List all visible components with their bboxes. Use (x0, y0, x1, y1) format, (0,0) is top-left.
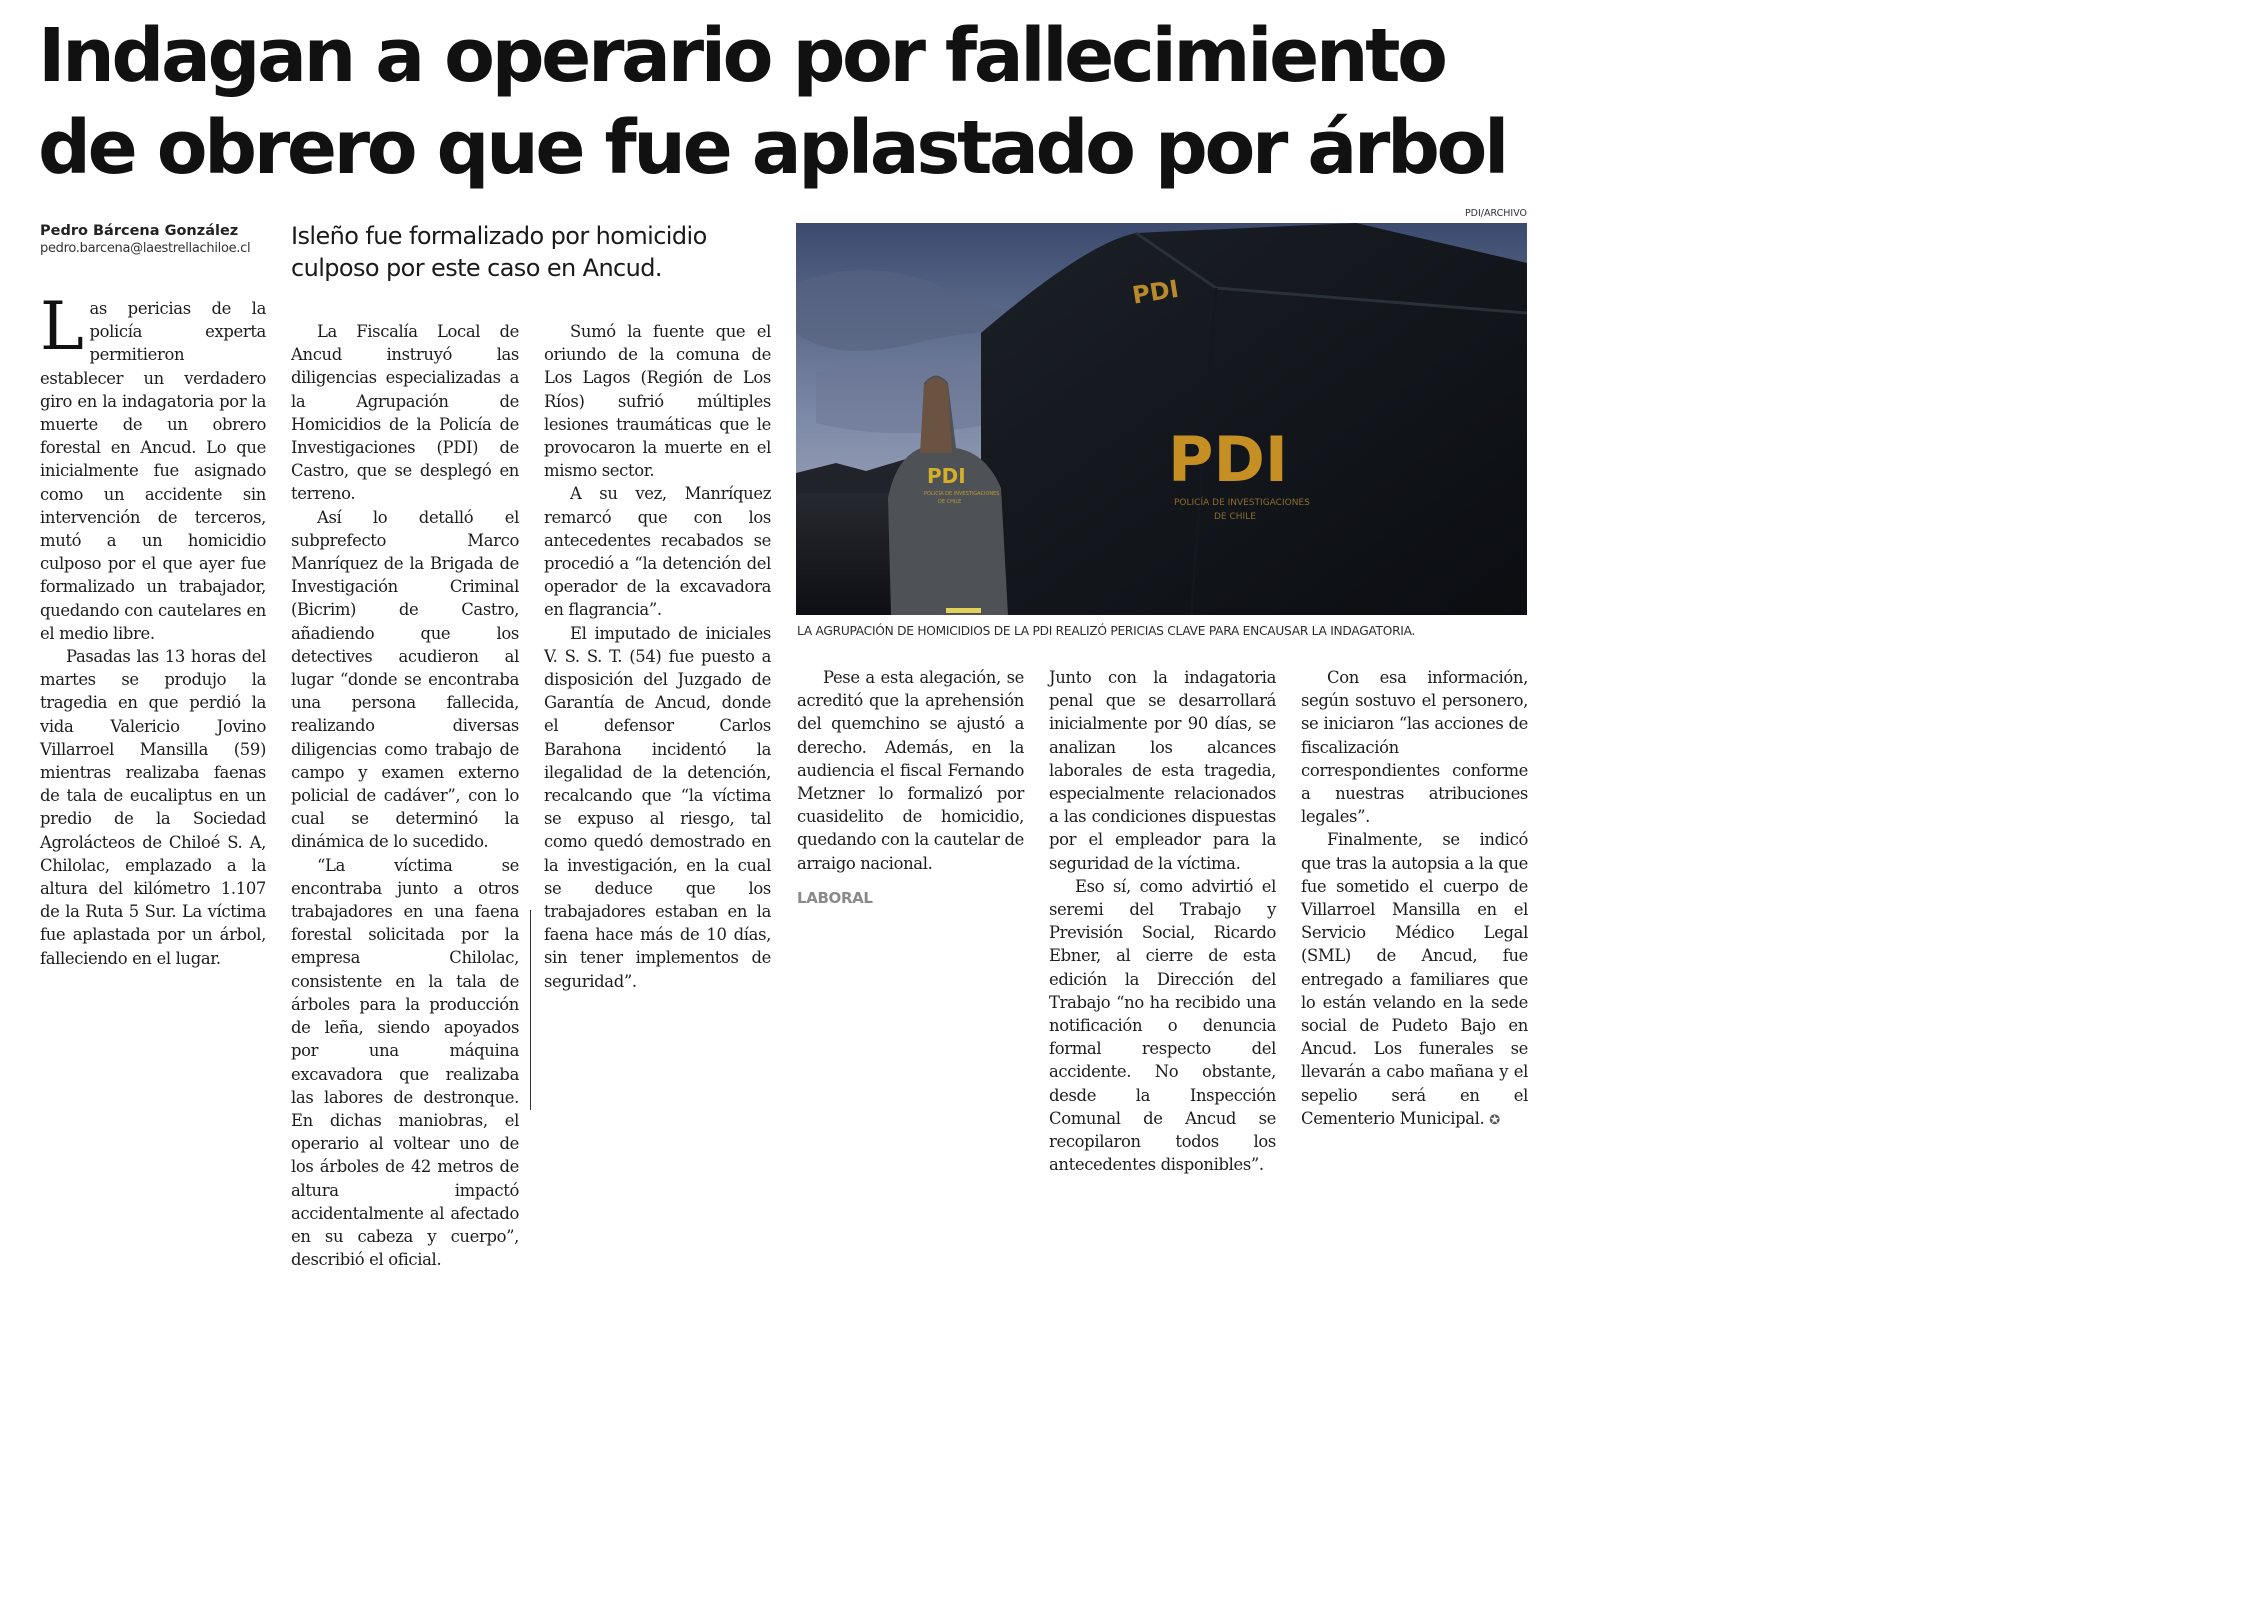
tent-logo-text: PDI (1130, 274, 1181, 310)
paragraph-8: El imputado de iniciales V. S. S. T. (54) fue puesto a disposición del Juzgado de Garantía de Ancud, donde el defensor Carlos Barahona incidentó la ilegalidad de la detención, recalcando que “la víctima se expuso al riesgo, tal como quedó demostrado en la investigación, en la cual se deduce que los trabajadores estaban en la faena hace más de 10 días, sin tener implementos de seguridad”. (544, 623, 771, 991)
paragraph-3: La Fiscalía Local de Ancud instruyó las diligencias especializadas a la Agrupación de Homicidios de la Policía de Investigaciones (PDI) de Castro, que se desplegó en terreno. (291, 322, 519, 504)
paragraph-5: “La víctima se encontraba junto a otros trabajadores en una faena forestal solicitada por la empresa Chilolac, consistente en la tala de árboles para la producción de leña, siendo apoyados por una máquina excavadora que realizaba las labores de destronque. En dichas maniobras, el operario al voltear uno de los árboles de 42 metros de altura impactó accidentalmente al afectado en su cabeza y cuerpo”, describió el oficial. (291, 855, 519, 1270)
column-4 (797, 666, 1024, 910)
paragraph-7: A su vez, Manríquez remarcó que con los antecedentes recabados se procedió a “la detención del operador de la excavadora en flagrancia”. (544, 484, 771, 620)
column-3 (544, 320, 771, 993)
tent-subtext-2: DE CHILE (1214, 512, 1256, 522)
photo-credit: PDI/ARCHIVO (1464, 208, 1527, 219)
paragraph-2: Pasadas las 13 horas del martes se produjo la tragedia en que perdió la vida Valericio Jovino Villarroel Mansilla (59) mientras realizaba faenas de tala de eucaliptus en un predio de la Sociedad Agrolácteos de Chiloé S. A, Chilolac, emplazado a la altura del kilómetro 1.107 de la Ruta 5 Sur. La víctima fue aplastada por un árbol, falleciendo en el lugar. (40, 647, 266, 968)
article-photo (796, 223, 1527, 615)
column-rule (530, 910, 531, 1110)
jacket-subtext-1: POLICÍA DE INVESTIGACIONES (924, 491, 1000, 497)
detective-hair (920, 378, 952, 453)
column-6 (1301, 666, 1528, 1132)
author-name: Pedro Bárcena González (40, 223, 239, 239)
paragraph-12: Con esa información, según sostuvo el personero, se iniciaron “las acciones de fiscalización correspondientes conforme a nuestras atribuciones legales”. (1301, 668, 1528, 827)
column-2 (291, 320, 519, 1271)
paragraph-13-text: Finalmente, se indicó que tras la autopsia a la que fue sometido el cuerpo de Villarroel Mansilla en el Servicio Médico Legal (SML) de Ancud, fue entregado a familiares que lo están velando en la sede social de Pudeto Bajo en Ancud. Los funerales se llevarán a cabo mañana y el sepelio será en el Cementerio Municipal. (1301, 830, 1528, 1128)
paragraph-9: Pese a esta alegación, se acreditó que la aprehensión del quemchino se ajustó a derecho. Además, en la audiencia el fiscal Fernando Metzner lo formalizó por cuasidelito de homicidio, quedando con la cautelar de arraigo nacional. (797, 668, 1024, 873)
end-mark-icon: ✪ (1489, 1112, 1500, 1128)
drop-cap: L (40, 288, 84, 365)
headline: Indagan a operario por fallecimiento de obrero que fue aplastado por árbol (38, 13, 1506, 191)
paragraph-1-text: as pericias de la policía experta permitieron establecer un verdadero giro en la indagatoria por la muerte de un obrero forestal en Ancud. Lo que inicialmente fue asignado como un accidente sin intervención de terceros, mutó a un homicidio culposo por el que ayer fue formalizado un trabajador, quedando con cautelares en el medio libre. (40, 299, 266, 643)
tent (981, 223, 1527, 615)
section-label-laboral: LABORAL (797, 888, 873, 907)
tent-subtext-1: POLICÍA DE INVESTIGACIONES (1174, 498, 1310, 508)
byline (40, 222, 280, 258)
column-5 (1049, 666, 1276, 1176)
reflective-stripe (946, 608, 981, 613)
column-1 (40, 288, 266, 970)
photo-caption: LA AGRUPACIÓN DE HOMICIDIOS DE LA PDI REALIZÓ PERICIAS CLAVE PARA ENCAUSAR LA INDAGATORIA. (797, 624, 1416, 638)
paragraph-4: Así lo detalló el subprefecto Marco Manríquez de la Brigada de Investigación Criminal (Bicrim) de Castro, añadiendo que los detectives acudieron al lugar “donde se encontraba una persona fallecida, realizando diversas diligencias como trabajo de campo y examen externo policial de cadáver”, con lo cual se determinó la dinámica de lo sucedido. (291, 507, 519, 852)
jacket-subtext-2: DE CHILE (938, 499, 962, 505)
paragraph-6: Sumó la fuente que el oriundo de la comuna de Los Lagos (Región de Los Ríos) sufrió múltiples lesiones traumáticas que le provocaron la muerte en el mismo sector. (544, 322, 771, 481)
paragraph-11: Eso sí, como advirtió el seremi del Trabajo y Previsión Social, Ricardo Ebner, al cierre de esta edición la Dirección del Trabajo “no ha recibido una notificación o denuncia formal respecto del accidente. No obstante, desde la Inspección Comunal de Ancud se recopilaron todos los antecedentes disponibles”. (1049, 876, 1276, 1175)
jacket-logo-text: PDI (927, 464, 966, 488)
tent-emblem-text: PDI (1168, 423, 1288, 496)
paragraph-13 (1301, 828, 1528, 1132)
paragraph-10: Junto con la indagatoria penal que se desarrollará inicialmente por 90 días, se analizan los alcances laborales de esta tragedia, especialmente relacionados a las condiciones dispuestas por el empleador para la seguridad de la víctima. (1049, 668, 1276, 873)
subtitle: Isleño fue formalizado por homicidio culposo por este caso en Ancud. (291, 222, 707, 282)
paragraph-1 (40, 288, 266, 645)
author-email[interactable]: pedro.barcena@laestrellachiloe.cl (40, 241, 251, 256)
